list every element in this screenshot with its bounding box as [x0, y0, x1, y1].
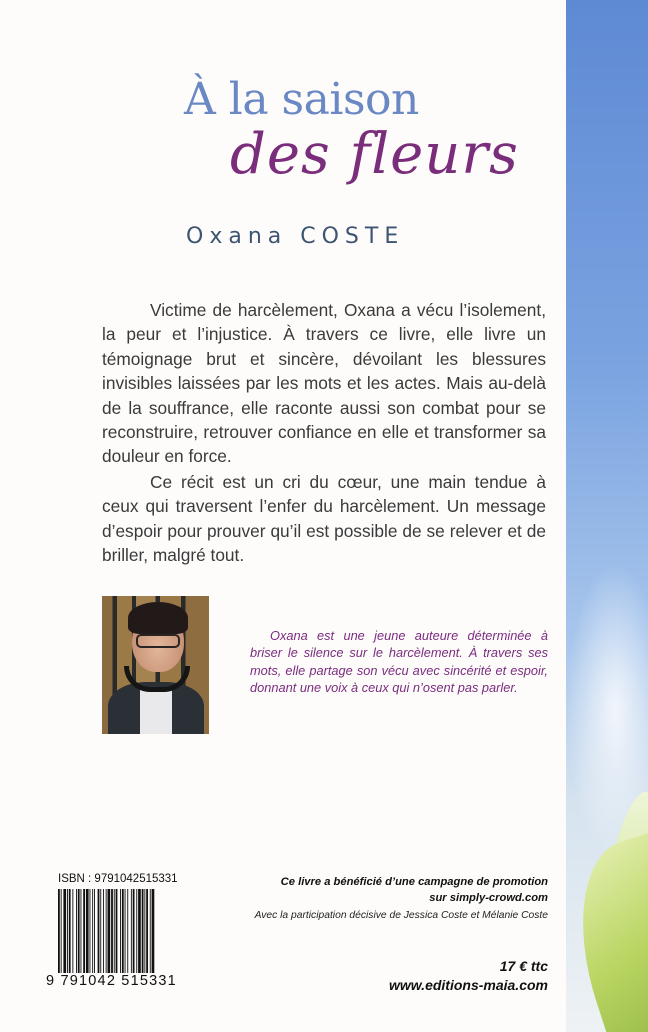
blurb-paragraph-2: Ce récit est un cri du cœur, une main tendue à ceux qui traversent l’enfer du harcèlement. Un message d’espoir pour prouver qu’il est possible de se relever et de briller, malgré tout.	[102, 471, 546, 566]
book-title-line-2: des fleurs	[230, 122, 519, 187]
cover-photo-strip	[566, 0, 648, 1032]
author-photo	[102, 596, 209, 734]
book-title-line-1: À la saison	[184, 74, 419, 125]
barcode-icon	[58, 889, 184, 973]
author-photo-shirt	[140, 688, 172, 734]
author-photo-glasses	[136, 634, 180, 648]
publisher-website: www.editions-maia.com	[389, 977, 548, 993]
author-photo-hair	[128, 602, 188, 634]
price-label: 17 € ttc	[499, 958, 548, 974]
author-name: Oxana COSTE	[186, 224, 405, 249]
isbn-label: ISBN : 9791042515331	[58, 873, 178, 885]
promotion-note-line-1: Ce livre a bénéficié d’une campagne de promotion	[280, 876, 548, 888]
promotion-note-line-2: sur simply-crowd.com	[429, 892, 548, 904]
author-bio: Oxana est une jeune auteure déterminée à briser le silence sur le harcèlement. À travers ses mots, elle partage son vécu avec sincérité et espoir, donnant une voix à ceux qui n’osent pas parler.	[250, 628, 548, 696]
promotion-note	[281, 874, 548, 906]
barcode-digits: 9 791042 515331	[46, 973, 177, 989]
back-cover-blurb	[102, 298, 546, 567]
blurb-paragraph-1: Victime de harcèlement, Oxana a vécu l’isolement, la peur et l’injustice. À travers ce livre, elle livre un témoignage brut et sincère, dévoilant les blessures invisibles laissées par les mots et les actes. Mais au-delà de la souffrance, elle raconte aussi son combat pour se reconstruire, retrouver confiance en elle et transformer sa douleur en force.	[102, 300, 546, 467]
participation-note: Avec la participation décisive de Jessica Coste et Mélanie Coste	[254, 910, 548, 921]
